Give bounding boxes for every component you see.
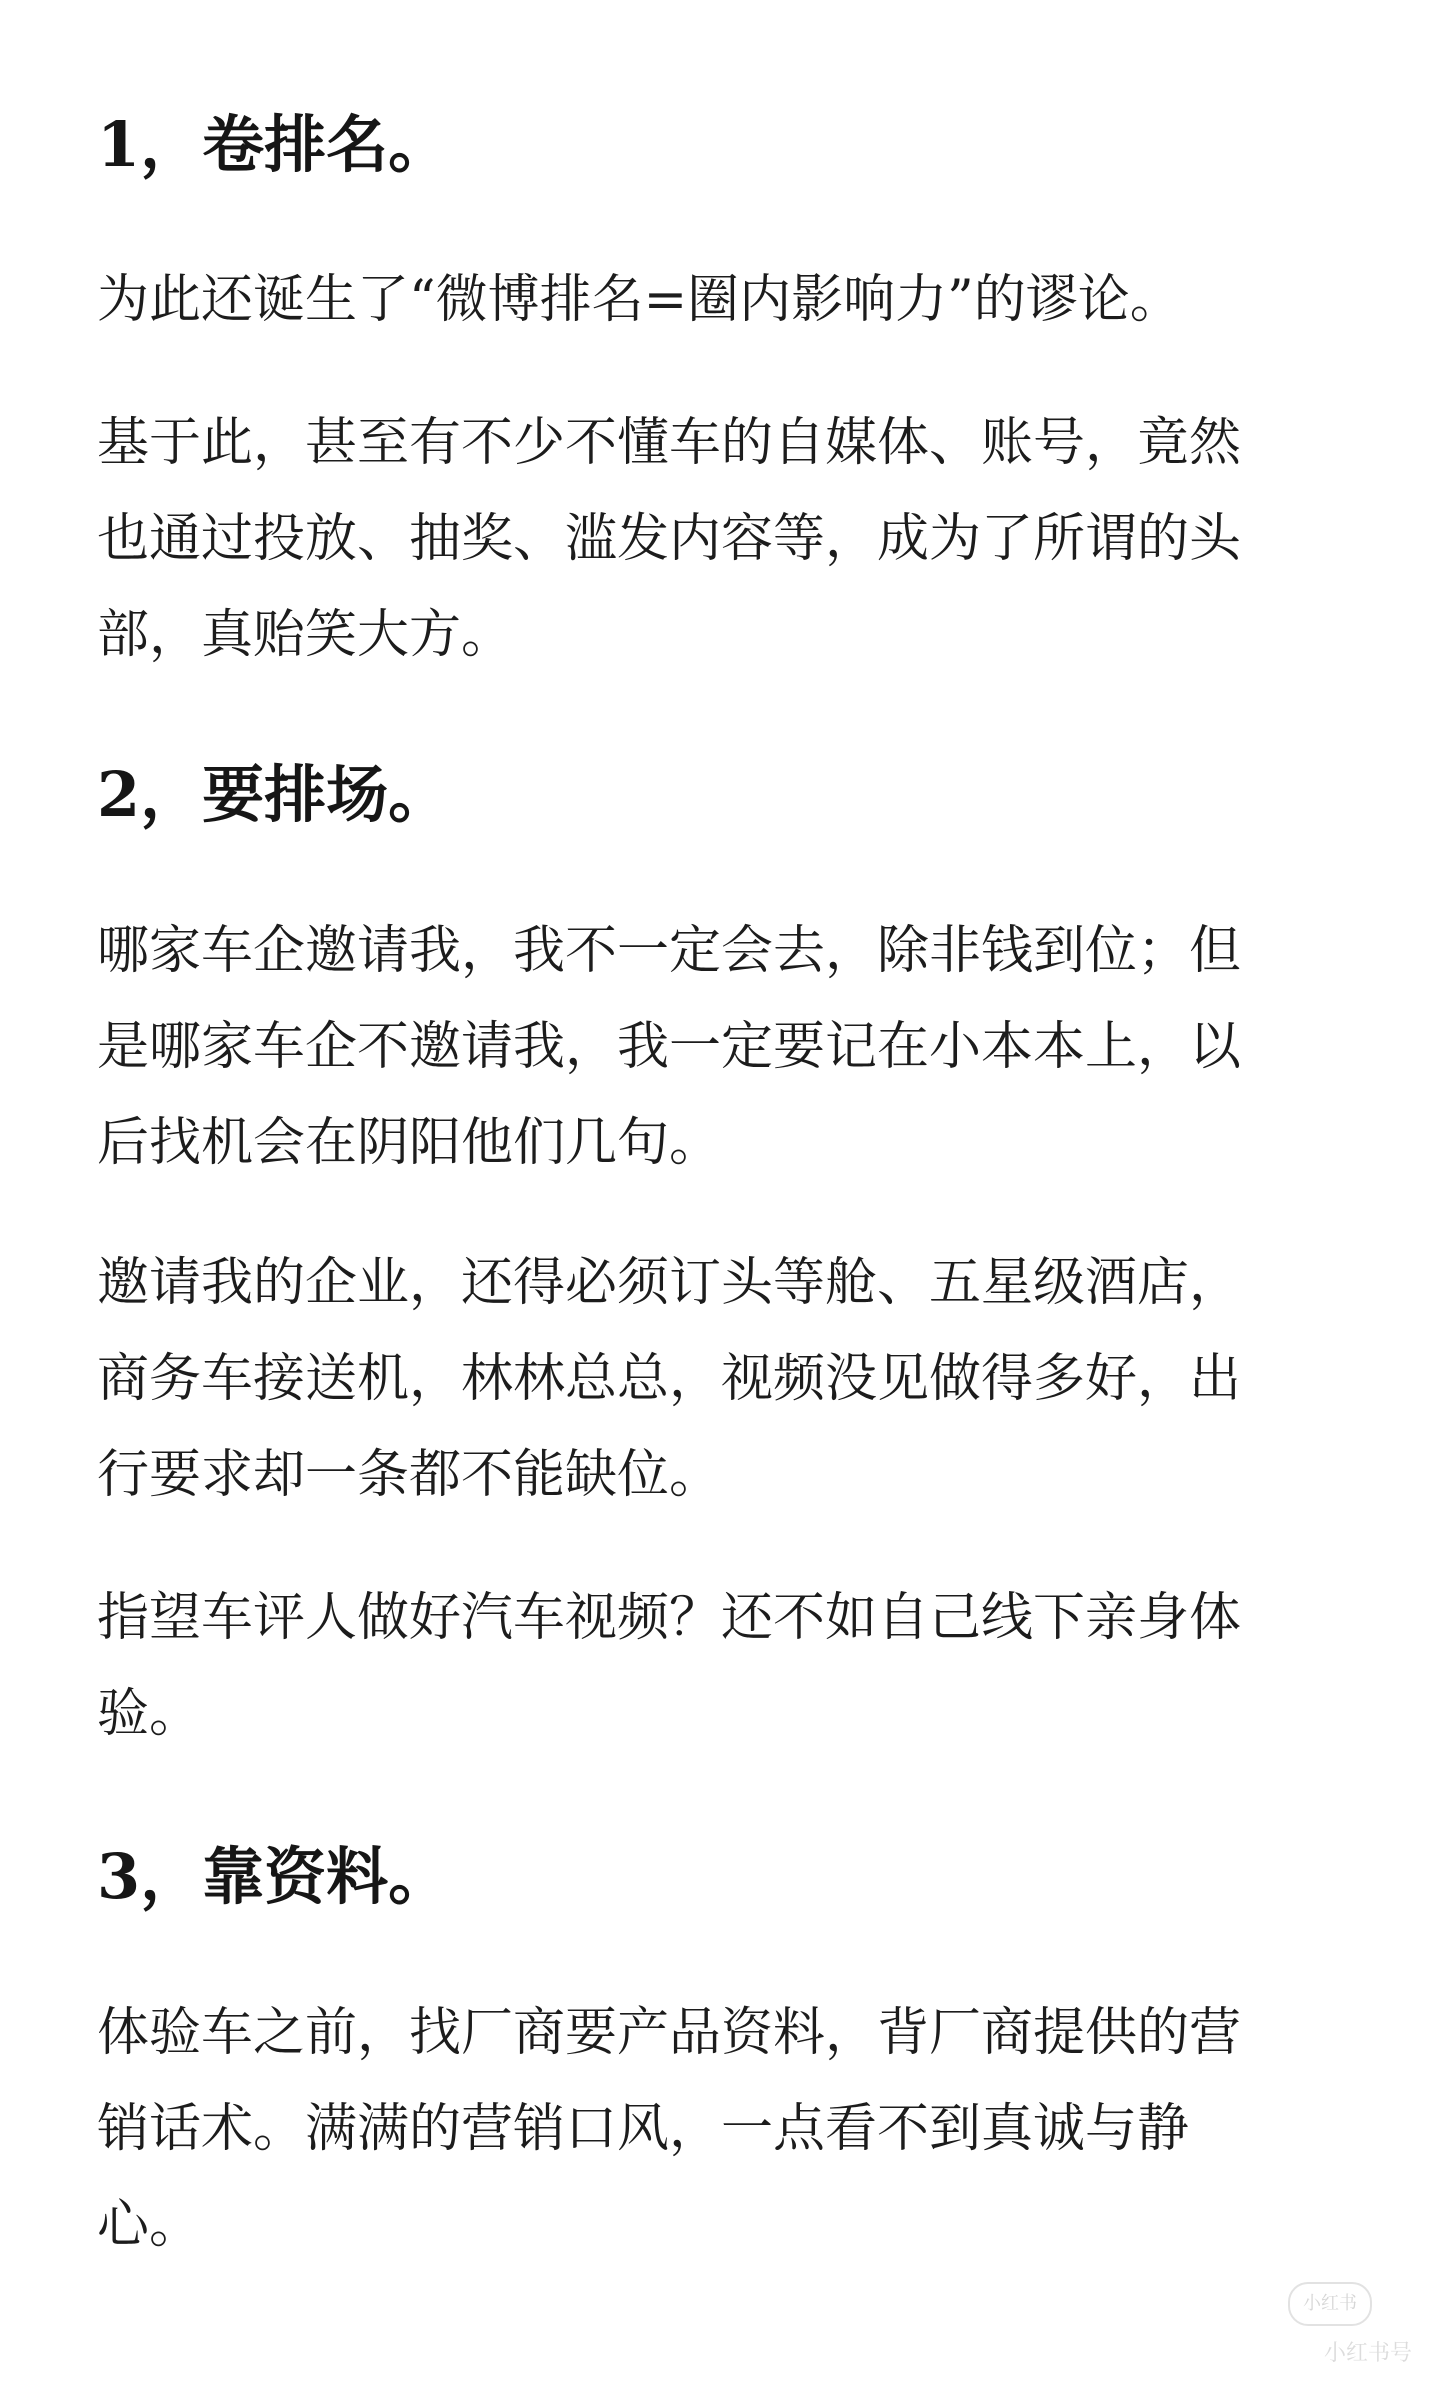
watermark-logo: 小红书 [1288, 2282, 1372, 2326]
section-1-heading: 1，卷排名。 [97, 108, 451, 181]
text-line: 验。 [97, 1684, 202, 1744]
text-line: 部，真贻笑大方。 [97, 605, 514, 665]
text-line: 销话术。满满的营销口风，一点看不到真诚与静 [97, 2099, 1190, 2159]
text-line: 指望车评人做好汽车视频？还不如自己线下亲身体 [97, 1588, 1242, 1648]
text-line: 邀请我的企业，还得必须订头等舱、五星级酒店， [97, 1253, 1242, 1313]
text-line: 体验车之前，找厂商要产品资料，背厂商提供的营 [97, 2003, 1242, 2063]
section-3-heading: 3，靠资料。 [97, 1840, 451, 1913]
text-line: 基于此，甚至有不少不懂车的自媒体、账号，竟然 [97, 413, 1242, 473]
section-1-paragraph-1 [97, 252, 1337, 348]
section-2-heading: 2，要排场。 [97, 758, 451, 831]
section-2-paragraph-2 [97, 1235, 1337, 1523]
watermark [1122, 2282, 1412, 2382]
text-line: 后找机会在阴阳他们几句。 [97, 1113, 722, 1173]
section-3-paragraph-1 [97, 1985, 1337, 2273]
section-2-paragraph-1 [97, 903, 1337, 1191]
text-line: 商务车接送机，林林总总，视频没见做得多好，出 [97, 1349, 1242, 1409]
text-line: 哪家车企邀请我，我不一定会去，除非钱到位；但 [97, 921, 1242, 981]
text-line: 是哪家车企不邀请我，我一定要记在小本本上，以 [97, 1017, 1242, 1077]
text-line: 为此还诞生了“微博排名=圈内影响力”的谬论。 [97, 270, 1182, 330]
text-line: 心。 [97, 2195, 202, 2255]
text-line: 行要求却一条都不能缺位。 [97, 1445, 722, 1505]
text-line: 也通过投放、抽奖、滥发内容等，成为了所谓的头 [97, 509, 1242, 569]
watermark-text: 小红书号 [1323, 2341, 1412, 2366]
section-2-paragraph-3 [97, 1570, 1337, 1762]
section-1-paragraph-2 [97, 395, 1337, 683]
